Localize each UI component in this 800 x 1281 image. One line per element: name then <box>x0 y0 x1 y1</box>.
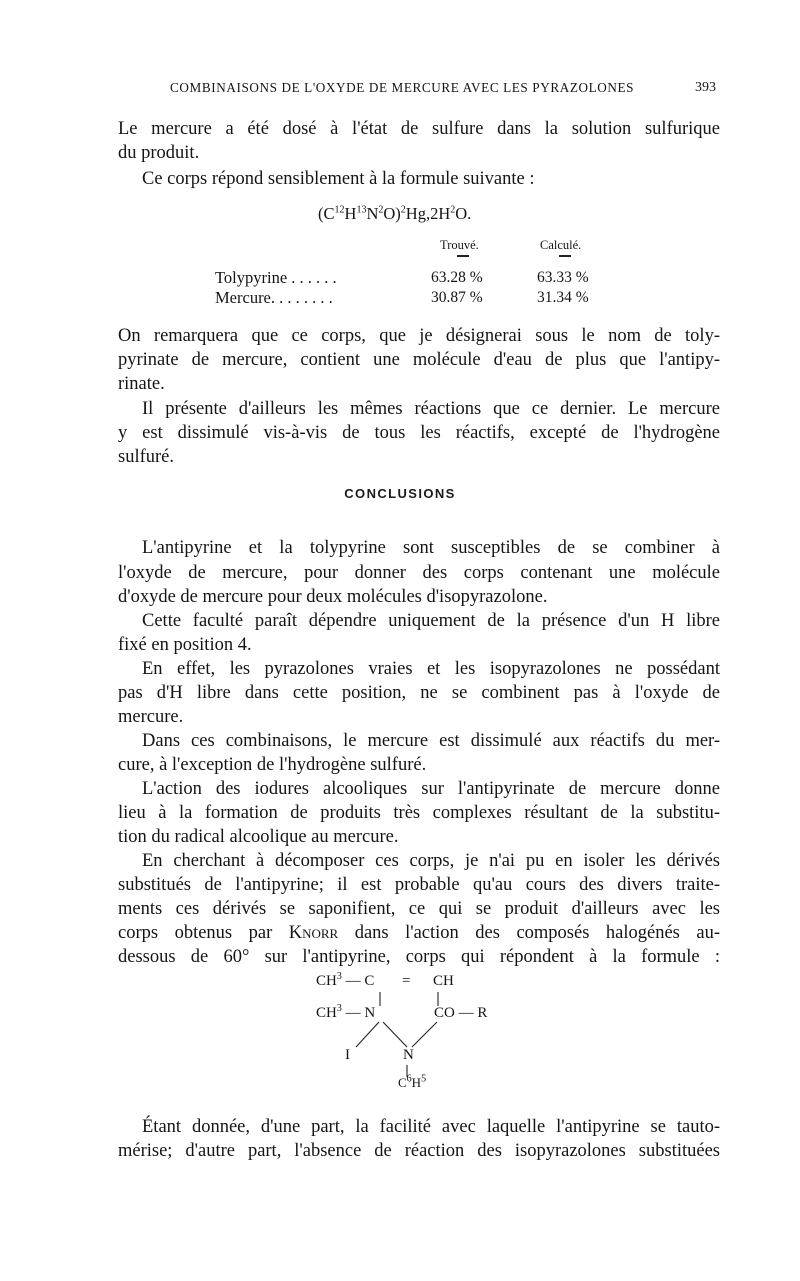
table-cell-found: 30.87 % <box>431 289 483 306</box>
section-heading: CONCLUSIONS <box>344 486 456 501</box>
paragraph-line: Étant donnée, d'une part, la facilité avec laquelle l'antipyrine se tauto- <box>142 1117 720 1137</box>
paragraph-line: y est dissimulé vis-à-vis de tous les réactifs, excepté de l'hydrogène <box>118 423 720 443</box>
paragraph-line: ments ces dérivés se saponifient, ce qui se produit d'ailleurs avec les <box>118 899 720 919</box>
atom-ch3-mid: $CH^3$ — N <box>316 1003 376 1021</box>
table-cell-calculated: 63.33 % <box>537 269 589 286</box>
paragraph-line: dessous de 60° sur l'antipyrine, corps qui répondent à la formule : <box>118 947 720 967</box>
group-phenyl: $C^6H^5$ <box>398 1073 427 1090</box>
paragraph-line: En effet, les pyrazolones vraies et les isopyrazolones ne possédant <box>142 659 720 679</box>
chemical-formula: $(C^{12}H^{13}N^2O)^2Hg,2H^2O$. <box>318 204 472 223</box>
table-row-label: Tolypyrine . . . . . . <box>215 268 337 287</box>
atom-n-bottom: N <box>403 1047 414 1063</box>
paragraph-line: du produit. <box>118 143 200 163</box>
atom-iodine: I <box>345 1047 350 1063</box>
double-bond-sign: = <box>402 973 411 989</box>
paragraph-line: mercure. <box>118 707 184 727</box>
author-name: Knorr <box>288 923 339 943</box>
paragraph-line: pyrinate de mercure, contient une molécule d'eau de plus que l'antipy- <box>118 350 720 370</box>
paragraph-line: Dans ces combinaisons, le mercure est dissimulé aux réactifs du mer- <box>142 731 720 751</box>
table-row-label: Mercure. . . . . . . . <box>215 288 333 307</box>
paragraph-line: L'action des iodures alcooliques sur l'antipyrinate de mercure donne <box>142 779 720 799</box>
bond-line <box>356 1022 379 1047</box>
column-header-calculated: Calculé. <box>540 238 582 252</box>
atom-ch-top: CH <box>433 973 454 989</box>
group-co-r: CO — R <box>434 1005 488 1021</box>
paragraph-line: pas d'H libre dans cette position, ne se combinent pas à l'oxyde de <box>118 683 720 703</box>
paragraph-line: mérise; d'autre part, l'absence de réaction des isopyrazolones substituées <box>118 1141 720 1161</box>
paragraph-line: tion du radical alcoolique au mercure. <box>118 827 399 847</box>
paragraph-line: d'oxyde de mercure pour deux molécules d'isopyrazolone. <box>118 587 548 607</box>
paragraph-line: substitués de l'antipyrine; il est probable qu'au cours des divers traite- <box>118 875 720 895</box>
paragraph-line: sulfuré. <box>118 447 174 467</box>
table-cell-calculated: 31.34 % <box>537 289 589 306</box>
paragraph-line: Ce corps répond sensiblement à la formule suivante : <box>142 169 535 189</box>
table-cell-found: 63.28 % <box>431 269 483 286</box>
paragraph-line: Cette faculté paraît dépendre uniquement de la présence d'un H libre <box>142 611 720 631</box>
paragraph-line: l'oxyde de mercure, pour donner des corps contenant une molécule <box>118 563 720 583</box>
paragraph-line: Il présente d'ailleurs les mêmes réactions que ce dernier. Le mercure <box>142 399 720 419</box>
page-number: 393 <box>695 80 716 95</box>
paragraph-line: Le mercure a été dosé à l'état de sulfure dans la solution sulfurique <box>118 119 720 139</box>
atom-ch3-top: $CH^3$ — C <box>316 971 375 989</box>
bond-line <box>412 1022 437 1047</box>
paragraph-line: cure, à l'exception de l'hydrogène sulfuré. <box>118 755 427 775</box>
column-header-found: Trouvé. <box>440 238 479 252</box>
paragraph-line: lieu à la formation de produits très complexes résultant de la substitu- <box>118 803 720 823</box>
bond-line <box>383 1022 407 1047</box>
paragraph-line: fixé en position 4. <box>118 635 252 655</box>
running-title: COMBINAISONS DE L'OXYDE DE MERCURE AVEC LES PYRAZOLONES <box>170 80 635 95</box>
paragraph-line: L'antipyrine et la tolypyrine sont susceptibles de se combiner à <box>142 538 720 558</box>
paragraph-line: On remarquera que ce corps, que je désignerai sous le nom de toly- <box>118 326 720 346</box>
paragraph-line: En cherchant à décomposer ces corps, je n'ai pu en isoler les dérivés <box>142 851 720 871</box>
paragraph-line: corps obtenus par Knorr dans l'action des composés halogénés au- <box>118 923 720 943</box>
paragraph-line: rinate. <box>118 374 165 394</box>
